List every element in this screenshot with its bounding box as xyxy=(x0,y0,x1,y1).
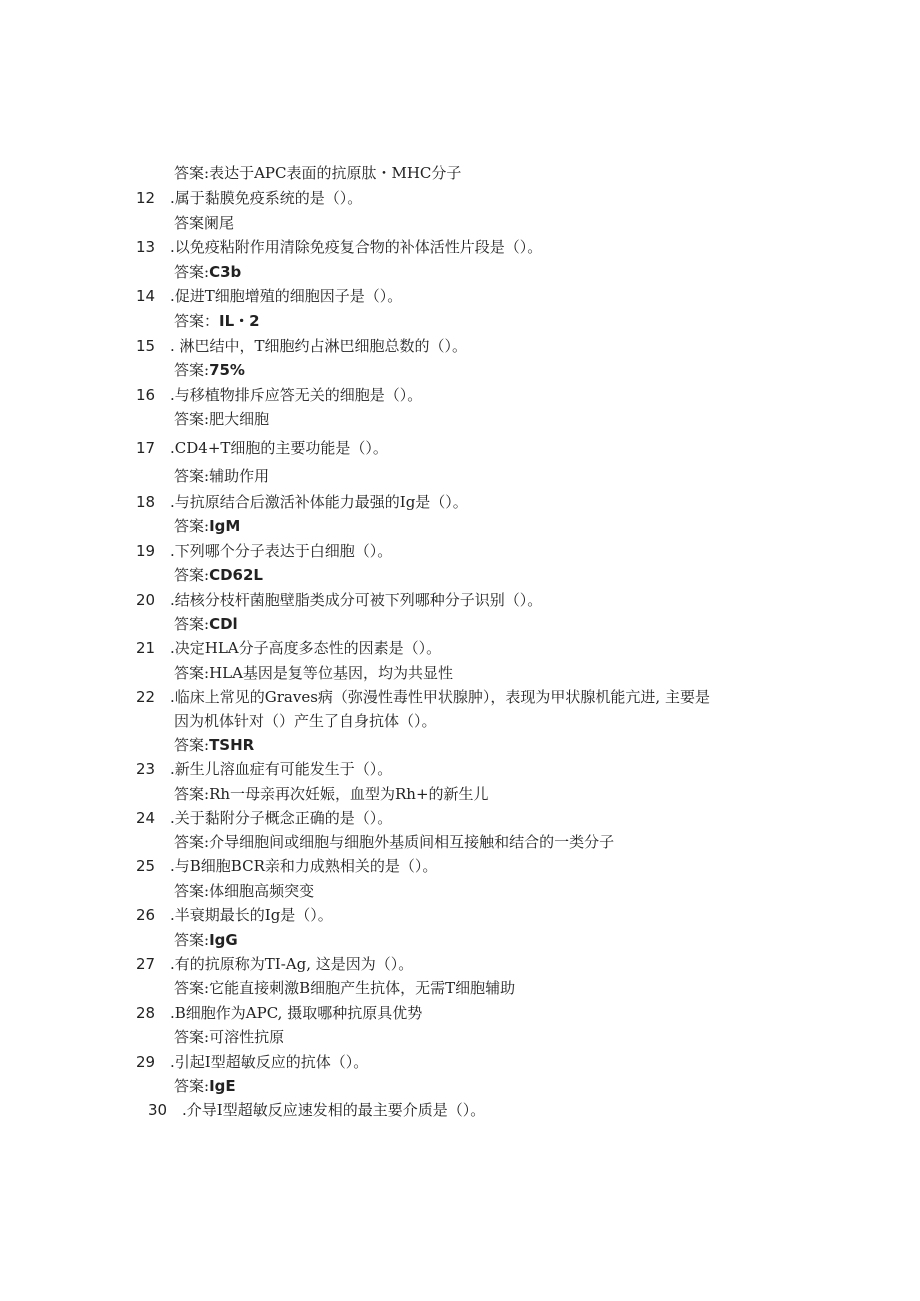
answer-text: 辅助作用 xyxy=(209,467,270,485)
answer-text: 肥大细胞 xyxy=(209,410,270,428)
answer-prefix: 答案: xyxy=(174,931,210,949)
answer-prefix: 答案: xyxy=(174,164,210,182)
answer-prefix: 答案: xyxy=(174,1077,210,1095)
answer-text: CD62L xyxy=(209,566,263,584)
question-text: . 淋巴结中，T细胞约占淋巴细胞总数的（）。 xyxy=(170,337,468,355)
question-text: .CD4+T细胞的主要功能是（）。 xyxy=(170,439,388,457)
answer-prefix: 答案: xyxy=(174,979,210,997)
question-number: 17 xyxy=(136,439,156,457)
question-number: 26 xyxy=(136,906,156,924)
answer-prefix: 答案: xyxy=(174,785,210,803)
answer xyxy=(174,163,461,183)
question-continuation: 因为机体针对（）产生了自身抗体（）。 xyxy=(174,712,437,730)
answer-text: 可溶性抗原 xyxy=(209,1028,285,1046)
question-number: 23 xyxy=(136,760,156,778)
question-text: .与B细胞BCR亲和力成熟相关的是（）。 xyxy=(170,857,438,875)
answer xyxy=(174,262,241,282)
question-number: 13 xyxy=(136,238,156,256)
question-text: .属于黏膜免疫系统的是（）。 xyxy=(170,189,363,207)
answer xyxy=(174,784,489,804)
question-number: 19 xyxy=(136,542,156,560)
answer xyxy=(174,978,515,998)
answer-text: 75% xyxy=(209,361,245,379)
answer xyxy=(174,614,238,634)
answer-prefix: 答案: xyxy=(174,1028,210,1046)
question-text: .以免疫粘附作用清除免疫复合物的补体活性片段是（）。 xyxy=(170,238,543,256)
answer xyxy=(174,409,269,429)
question-number: 20 xyxy=(136,591,156,609)
answer xyxy=(174,832,614,852)
question-number: 12 xyxy=(136,189,156,207)
answer-prefix: 答案: xyxy=(174,263,210,281)
answer-prefix: 答案: xyxy=(174,615,210,633)
question-text: .临床上常见的Graves病（弥漫性毒性甲状腺肿），表现为甲状腺机能亢进, 主要是 xyxy=(170,688,710,706)
answer-text: Rh一母亲再次妊娠，血型为Rh+的新生儿 xyxy=(209,785,489,803)
answer xyxy=(174,360,245,380)
answer-text: IgE xyxy=(209,1077,236,1095)
answer-prefix: 答案: xyxy=(174,566,210,584)
question-number: 30 xyxy=(148,1101,168,1119)
question-text: .关于黏附分子概念正确的是（）。 xyxy=(170,809,393,827)
question-number: 28 xyxy=(136,1004,156,1022)
question-text: .结核分枝杆菌胞壁脂类成分可被下列哪种分子识别（）。 xyxy=(170,591,543,609)
answer xyxy=(174,565,263,585)
answer-text: 表达于APC表面的抗原肽・MHC分子 xyxy=(209,164,462,182)
question-text: .新生儿溶血症有可能发生于（）。 xyxy=(170,760,393,778)
question-number: 15 xyxy=(136,337,156,355)
answer-text: IL・2 xyxy=(219,312,260,330)
answer-text: IgM xyxy=(209,517,241,535)
answer xyxy=(174,663,453,683)
question-number: 18 xyxy=(136,493,156,511)
question-text: .半衰期最长的Ig是（）。 xyxy=(170,906,333,924)
answer-text: 它能直接刺激B细胞产生抗体，无需T细胞辅助 xyxy=(209,979,516,997)
answer-text: HLA基因是复等位基因，均为共显性 xyxy=(209,664,453,682)
answer-prefix: 答案 xyxy=(174,214,205,232)
question-number: 24 xyxy=(136,809,156,827)
question-number: 27 xyxy=(136,955,156,973)
answer-prefix: 答案: xyxy=(174,664,210,682)
answer-prefix: 答案: xyxy=(174,882,210,900)
question-text: .与抗原结合后激活补体能力最强的Ig是（）。 xyxy=(170,493,468,511)
question-number: 25 xyxy=(136,857,156,875)
answer-text: 阑尾 xyxy=(204,214,235,232)
answer xyxy=(174,516,240,536)
answer xyxy=(174,930,238,950)
answer-prefix: 答案: xyxy=(174,833,210,851)
answer xyxy=(174,1076,236,1096)
answer-text: CDl xyxy=(209,615,238,633)
answer-text: IgG xyxy=(209,931,238,949)
answer xyxy=(174,213,234,233)
answer xyxy=(174,311,260,331)
question-text: .与移植物排斥应答无关的细胞是（）。 xyxy=(170,386,423,404)
answer-text: 体细胞高频突变 xyxy=(209,882,315,900)
answer xyxy=(174,466,269,486)
question-number: 29 xyxy=(136,1053,156,1071)
answer-text: TSHR xyxy=(209,736,255,754)
answer-prefix: 答案: xyxy=(174,517,210,535)
question-text: .介导I型超敏反应速发相的最主要介质是（）。 xyxy=(182,1101,486,1119)
question-text: .促进T细胞增殖的细胞因子是（）。 xyxy=(170,287,403,305)
question-number: 21 xyxy=(136,639,156,657)
question-number: 14 xyxy=(136,287,156,305)
answer xyxy=(174,735,254,755)
question-text: .有的抗原称为TI-Ag, 这是因为（）。 xyxy=(170,955,414,973)
question-text: .B细胞作为APC, 摄取哪种抗原具优势 xyxy=(170,1004,423,1022)
answer xyxy=(174,1027,284,1047)
question-text: .引起I型超敏反应的抗体（）。 xyxy=(170,1053,369,1071)
question-text: .下列哪个分子表达于白细胞（）。 xyxy=(170,542,393,560)
answer-text: C3b xyxy=(209,263,242,281)
question-text: .决定HLA分子高度多态性的因素是（）。 xyxy=(170,639,442,657)
answer-prefix: 答案： xyxy=(174,312,220,330)
question-number: 22 xyxy=(136,688,156,706)
answer-prefix: 答案: xyxy=(174,467,210,485)
answer-prefix: 答案: xyxy=(174,410,210,428)
answer-prefix: 答案: xyxy=(174,361,210,379)
question-number: 16 xyxy=(136,386,156,404)
answer-text: 介导细胞间或细胞与细胞外基质间相互接触和结合的一类分子 xyxy=(209,833,615,851)
answer-prefix: 答案: xyxy=(174,736,210,754)
answer xyxy=(174,881,314,901)
